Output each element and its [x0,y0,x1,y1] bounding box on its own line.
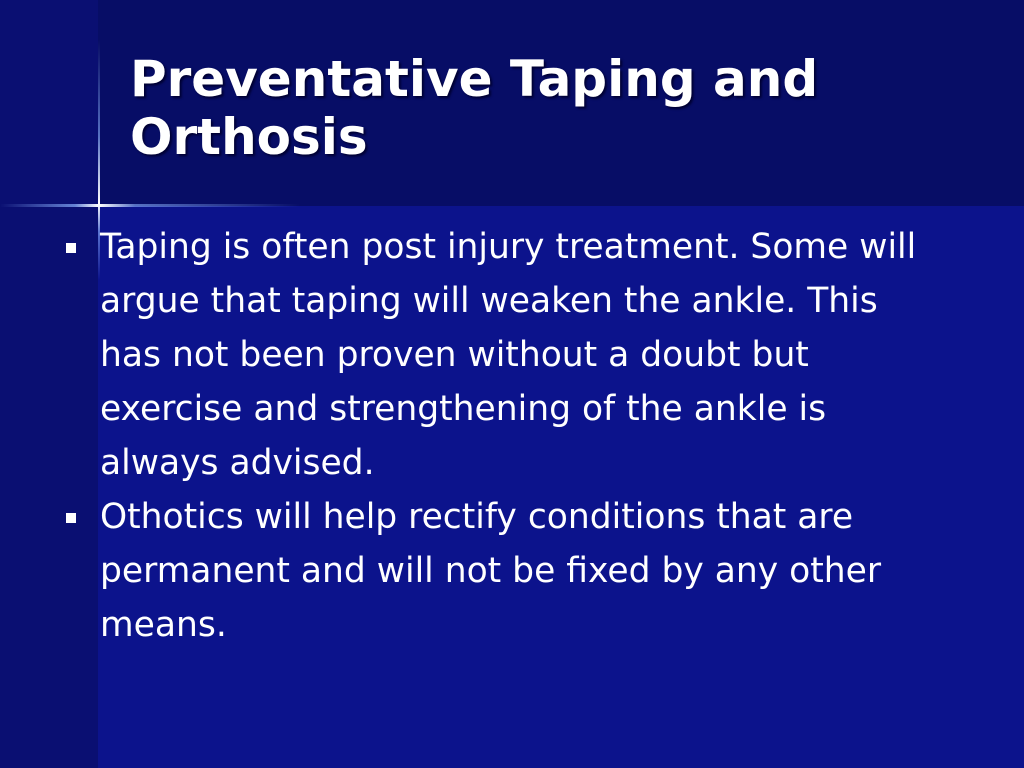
bullet-item [60,220,920,490]
bullet-text: Taping is often post injury treatment. Some will argue that taping will weaken the ankle. This has not been proven without a doubt but exercise and strengthening of the ankle is always advised. [100,227,917,483]
bullet-list [60,220,920,652]
square-bullet-icon [66,243,76,253]
bullet-item [60,490,920,652]
horizontal-accent-line [0,204,300,207]
bullet-text: Othotics will help rectify conditions that are permanent and will not be fixed by any other means. [100,497,882,645]
slide-title: Preventative Taping and Orthosis [130,50,819,166]
square-bullet-icon [66,513,76,523]
